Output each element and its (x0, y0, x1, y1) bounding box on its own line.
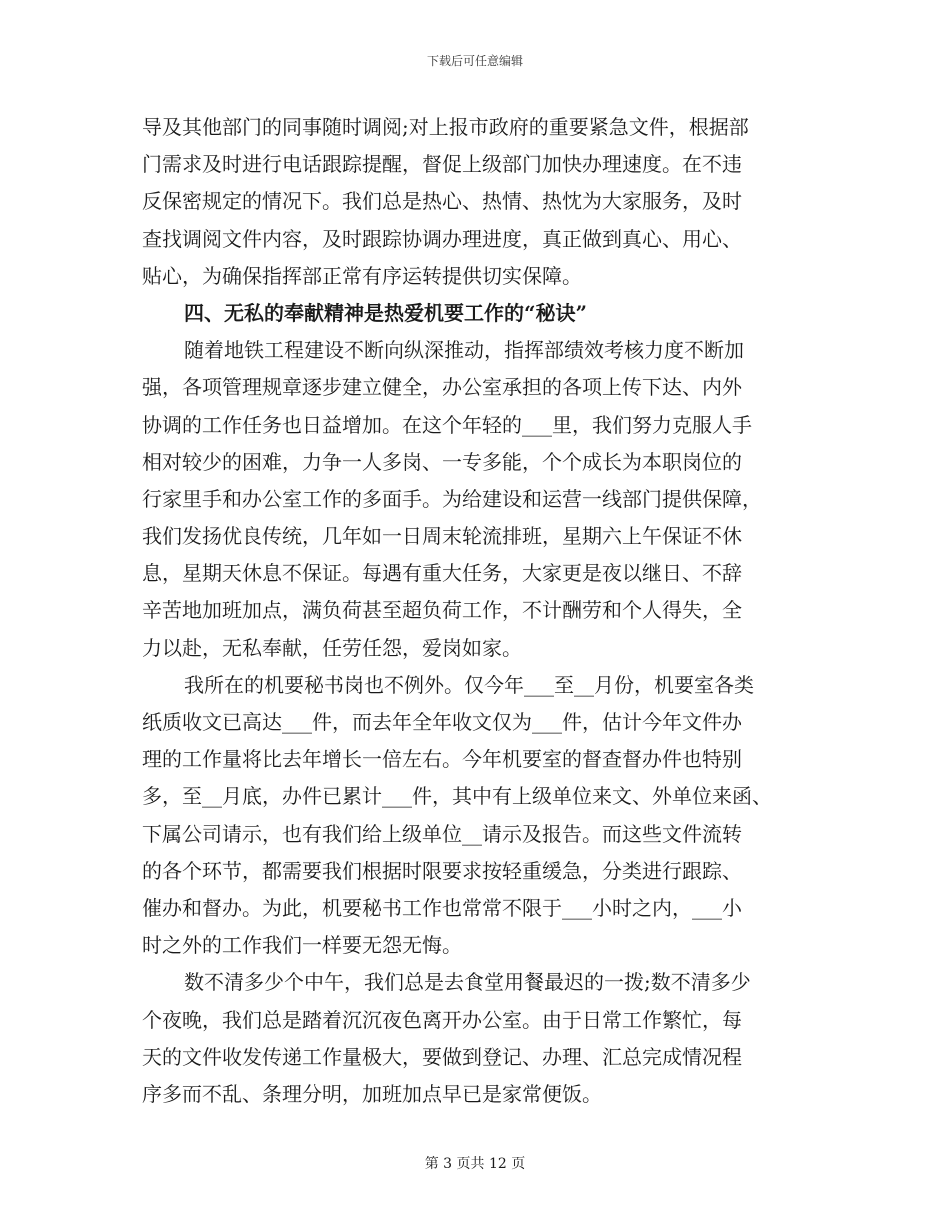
text-line: 力以赴，无私奉献，任劳任怨，爱岗如家。 (142, 635, 522, 660)
text-line: 门需求及时进行电话跟踪提醒，督促上级部门加快办理速度。在不违 (142, 152, 742, 177)
page-number-footer: 第 3 页共 12 页 (424, 1156, 526, 1172)
text-line: 辛苦地加班加点，满负荷甚至超负荷工作，不计酬劳和个人得失，全 (142, 598, 742, 623)
text-line: 我们发扬优良传统，几年如一日周末轮流排班，星期六上午保证不休 (142, 524, 742, 549)
text-line: 查找调阅文件内容，及时跟踪协调办理进度，真正做到真心、用心、 (142, 226, 742, 251)
text-line: 多，至__月底，办件已累计___件，其中有上级单位来文、外单位来函、 (142, 784, 772, 809)
text-line: 的各个环节，都需要我们根据时限要求按轻重缓急，分类进行跟踪、 (142, 858, 742, 883)
section-heading: 四、无私的奉献精神是热爱机要工作的“秘诀” (184, 300, 588, 325)
page-header: 下载后可任意编辑 (426, 54, 523, 68)
paragraph-start: 我所在的机要秘书岗也不例外。仅今年___至__月份，机要室各类 (184, 672, 754, 697)
text-line: 相对较少的困难，力争一人多岗、一专多能，个个成长为本职岗位的 (142, 449, 742, 474)
paragraph-start: 随着地铁工程建设不断向纵深推动，指挥部绩效考核力度不断加 (184, 338, 744, 363)
text-line: 反保密规定的情况下。我们总是热心、热情、热忱为大家服务，及时 (142, 189, 742, 214)
text-line: 理的工作量将比去年增长一倍左右。今年机要室的督查督办件也特别 (142, 747, 742, 772)
paragraph-start: 数不清多少个中午，我们总是去食堂用餐最迟的一拨;数不清多少 (184, 970, 751, 995)
text-line: 息，星期天休息不保证。每遇有重大任务，大家更是夜以继日、不辞 (142, 561, 742, 586)
text-line: 个夜晚，我们总是踏着沉沉夜色离开办公室。由于日常工作繁忙，每 (142, 1007, 742, 1032)
text-line: 纸质收文已高达___件，而去年全年收文仅为___件，估计今年文件办 (142, 710, 742, 734)
text-line: 行家里手和办公室工作的多面手。为给建设和运营一线部门提供保障， (142, 486, 762, 511)
text-line: 天的文件收发传递工作量极大，要做到登记、办理、汇总完成情况程 (142, 1044, 742, 1069)
text-line: 导及其他部门的同事随时调阅;对上报市政府的重要紧急文件，根据部 (142, 115, 749, 139)
text-line: 协调的工作任务也日益增加。在这个年轻的___里，我们努力克服人手 (142, 412, 752, 437)
document-body (142, 109, 814, 1113)
text-line: 贴心，为确保指挥部正常有序运转提供切实保障。 (142, 263, 582, 288)
text-line: 下属公司请示，也有我们给上级单位__请示及报告。而这些文件流转 (142, 821, 742, 846)
text-line: 催办和督办。为此，机要秘书工作也常常不限于___小时之内，___小 (142, 895, 742, 920)
text-line: 序多而不乱、条理分明，加班加点早已是家常便饭。 (142, 1081, 602, 1106)
text-line: 强，各项管理规章逐步建立健全，办公室承担的各项上传下达、内外 (142, 375, 742, 400)
text-line: 时之外的工作我们一样要无怨无悔。 (142, 933, 462, 958)
